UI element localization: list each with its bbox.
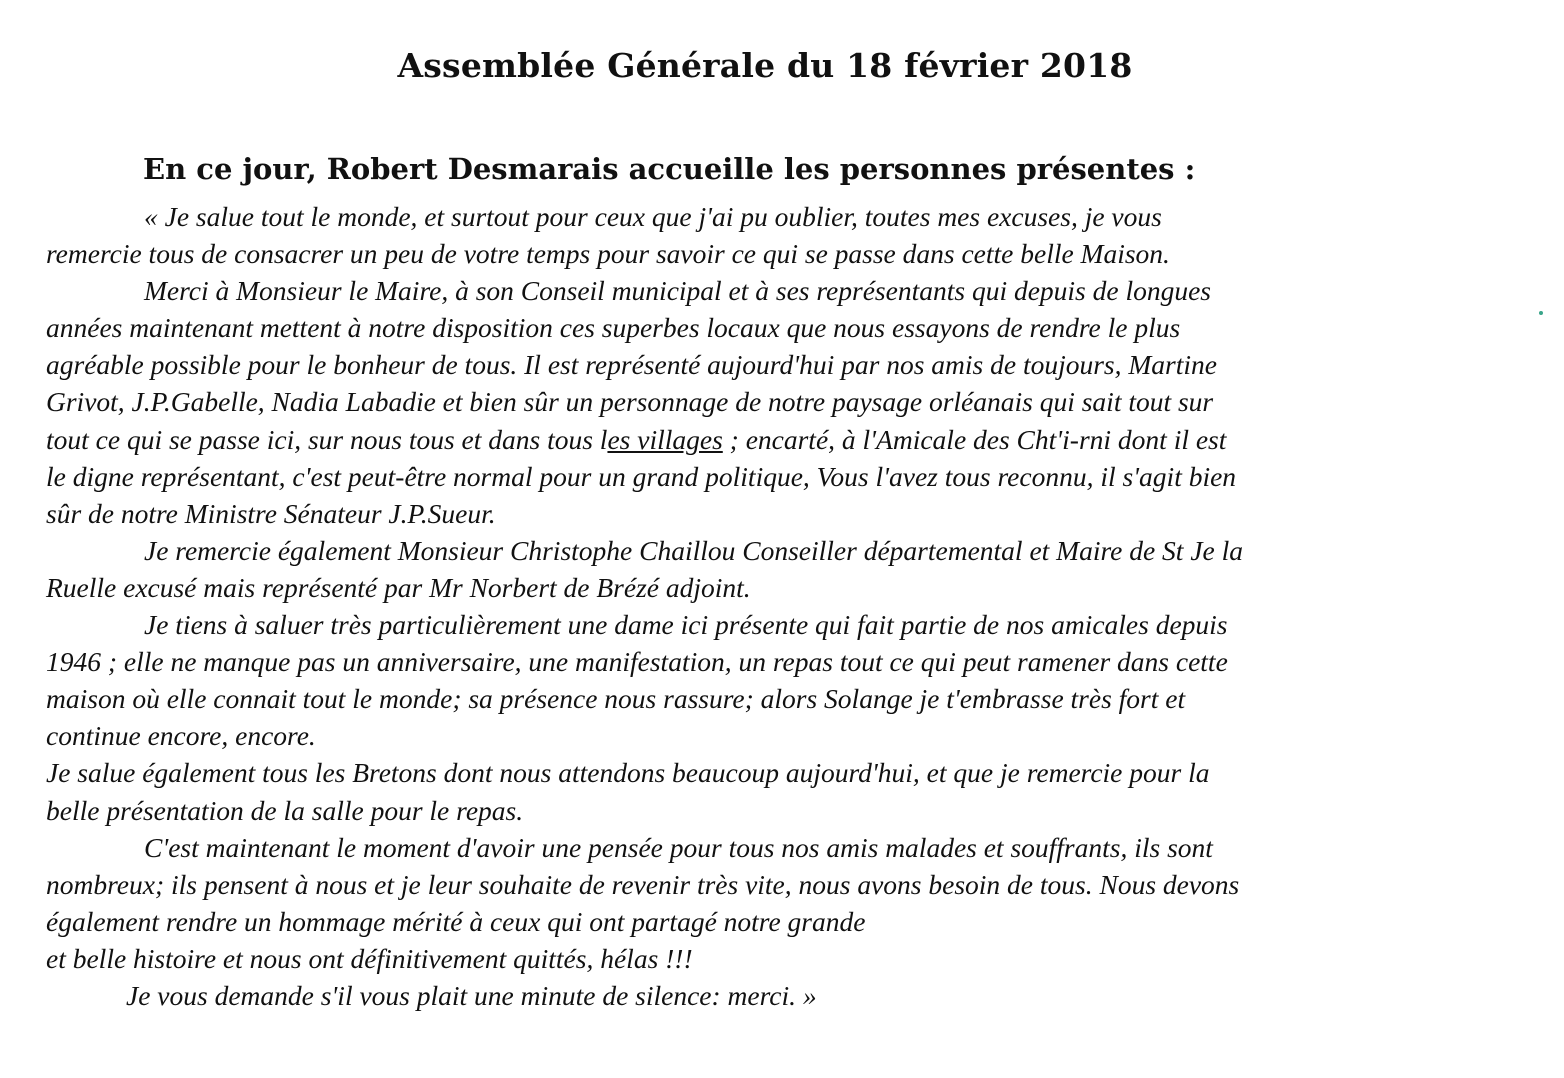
text-line: agréable possible pour le bonheur de tous. Il est représenté aujourd'hui par nos amis de toujours, Martine	[46, 349, 1217, 381]
text-line: remercie tous de consacrer un peu de votre temps pour savoir ce qui se passe dans cette belle Maison.	[46, 238, 1170, 270]
text-line: Grivot, J.P.Gabelle, Nadia Labadie et bien sûr un personnage de notre paysage orléanais qui sait tout sur	[46, 386, 1214, 418]
text-line: Je tiens à saluer très particulièrement une dame ici présente qui fait partie de nos amicales depuis	[144, 609, 1228, 641]
text-line: le digne représentant, c'est peut-être normal pour un grand politique, Vous l'avez tous reconnu, il s'agit bien	[46, 460, 1237, 492]
text-line: également rendre un hommage mérité à ceux qui ont partagé notre grande	[46, 905, 866, 937]
text-line: Je salue également tous les Bretons dont nous attendons beaucoup aujourd'hui, et que je remercie pour la	[46, 757, 1210, 789]
scan-speck	[1539, 311, 1543, 315]
underlined-text: es villages	[607, 423, 723, 455]
text-line: Ruelle excusé mais représenté par Mr Norbert de Brézé adjoint.	[46, 571, 751, 603]
intro-heading: En ce jour, Robert Desmarais accueille les personnes présentes :	[143, 152, 1196, 186]
text-line: maison où elle connait tout le monde; sa présence nous rassure; alors Solange je t'embrasse très fort et	[46, 683, 1186, 715]
text-line: et belle histoire et nous ont définitivement quittés, hélas !!!	[46, 942, 693, 974]
text-line: nombreux; ils pensent à nous et je leur souhaite de revenir très vite, nous avons besoin de tous. Nous devons	[46, 868, 1240, 900]
text-segment: tout ce qui se passe ici, sur nous tous et dans tous l	[46, 423, 608, 455]
text-line: belle présentation de la salle pour le repas.	[46, 794, 524, 826]
speech-text	[46, 198, 1486, 1014]
text-line: années maintenant mettent à notre disposition ces superbes locaux que nous essayons de rendre le plus	[46, 312, 1181, 344]
text-line: Je remercie également Monsieur Christophe Chaillou Conseiller départemental et Maire de St Je la	[144, 534, 1243, 566]
text-segment: ; encarté, à l'Amicale des Cht'i-rni dont il est	[722, 423, 1227, 455]
text-line: Je vous demande s'il vous plait une minute de silence: merci. »	[126, 979, 817, 1011]
text-line: C'est maintenant le moment d'avoir une pensée pour tous nos amis malades et souffrants, ils sont	[144, 831, 1213, 863]
document-title: Assemblée Générale du 18 février 2018	[397, 46, 1133, 85]
text-line: 1946 ; elle ne manque pas un anniversaire, une manifestation, un repas tout ce qui peut ramener dans cette	[46, 646, 1228, 678]
text-line: continue encore, encore.	[46, 720, 316, 752]
text-line: « Je salue tout le monde, et surtout pour ceux que j'ai pu oublier, toutes mes excuses, je vous	[144, 201, 1162, 232]
text-line: sûr de notre Ministre Sénateur J.P.Sueur.	[46, 497, 496, 529]
text-line	[46, 421, 1486, 458]
text-line: Merci à Monsieur le Maire, à son Conseil municipal et à ses représentants qui depuis de longues	[144, 275, 1212, 307]
